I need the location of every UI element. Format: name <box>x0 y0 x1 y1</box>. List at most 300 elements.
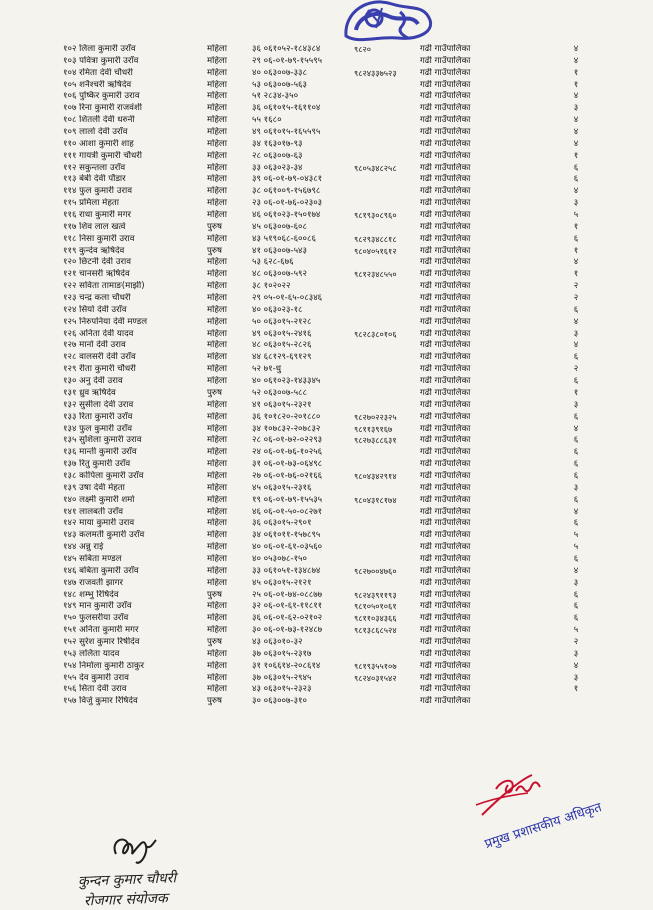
ward-cell: ४ <box>573 340 579 351</box>
beneficiary-name: १२६ अनिता देवी यादव <box>63 328 134 339</box>
municipality-cell: गढी गाउँपालिका <box>420 162 471 173</box>
beneficiary-name: १२८ वालसरी देवी उराँव <box>63 352 136 363</box>
gender-cell: महिला <box>207 494 227 505</box>
gender-cell: पुरुष <box>207 387 222 398</box>
phone-cell: ९८२४३९११९३ <box>354 589 397 600</box>
signatory-title: रोजगार संयोजक <box>83 890 169 910</box>
gender-cell: महिला <box>207 281 227 292</box>
ward-cell: ३ <box>573 482 579 493</box>
gender-cell: महिला <box>207 316 227 327</box>
id-cell: ४० ०६३०२३-१८ <box>252 304 303 315</box>
phone-cell: ९८२० <box>354 44 372 54</box>
id-cell: ३७ ०६३०१५-२३१७ <box>252 648 312 659</box>
table-row <box>0 91 653 103</box>
phone-cell: ९८२७०२२३२५ <box>354 411 397 422</box>
table-row <box>0 661 653 673</box>
municipality-cell: गढी गाउँपालिका <box>420 233 471 244</box>
id-cell: ३० ०६३००७-३१० <box>252 696 307 707</box>
beneficiary-name: १०४ रमिता देवी चौधरी <box>63 67 133 78</box>
ward-cell: ६ <box>573 435 579 446</box>
municipality-cell: गढी गाउँपालिका <box>420 696 471 707</box>
table-row <box>0 673 653 685</box>
ward-cell: ३ <box>573 198 579 209</box>
municipality-cell: गढी गाउँपालिका <box>420 589 471 600</box>
municipality-cell: गढी गाउँपालिका <box>420 245 471 256</box>
beneficiary-name: १०६ पुष्किर कुमारी उराव <box>63 91 140 102</box>
table-row <box>0 625 653 637</box>
beneficiary-name: ११९ कुन्देव ऋषिदेव <box>63 245 125 256</box>
ward-cell: १ <box>573 684 579 695</box>
municipality-cell: गढी गाउँपालिका <box>420 221 471 232</box>
beneficiary-name: १११ गायत्री कुमारी चौधरी <box>63 150 143 161</box>
beneficiary-name: १४० लक्ष्मी कुमारी शर्मा <box>63 494 135 505</box>
gender-cell: महिला <box>207 44 227 54</box>
phone-cell: ९८१३८६८५२४ <box>354 625 397 636</box>
ward-cell: ४ <box>573 423 579 434</box>
gender-cell: महिला <box>207 340 227 351</box>
beneficiary-name: १०२ लिला कुमारी उराँव <box>63 44 136 54</box>
gender-cell: महिला <box>207 542 227 553</box>
table-row <box>0 542 653 554</box>
gender-cell: महिला <box>207 174 227 185</box>
ward-cell: ६ <box>573 459 579 470</box>
id-cell: २७ ०६-०१-७६-०२१६६ <box>252 470 323 481</box>
table-row <box>0 412 653 424</box>
phone-cell: ९८०४३४२९१४ <box>354 470 397 481</box>
id-cell: ४६ ०६१०२३-१५०१७४ <box>252 210 321 221</box>
municipality-cell: गढी गाउँपालिका <box>420 281 471 292</box>
ward-cell: ६ <box>573 376 579 387</box>
beneficiary-name: ११६ राधा कुमारी मगर <box>63 210 132 221</box>
id-cell: ३४ १६३०१७-९३ <box>252 138 303 149</box>
gender-cell: महिला <box>207 423 227 434</box>
table-row <box>0 281 653 293</box>
beneficiary-name: १३१ ध्रुव ऋषिदेव <box>63 387 116 398</box>
id-cell: ४० ०६-०१-६१-०३५६० <box>252 542 323 553</box>
id-cell: ४४ ६८१२९-६९१२९ <box>252 352 312 363</box>
id-cell: ४१ ०६३००७-५४३ <box>252 245 307 256</box>
beneficiary-name: १४९ मान कुमारी उराँव <box>63 601 132 612</box>
municipality-cell: गढी गाउँपालिका <box>420 364 471 375</box>
id-cell: ३६ ०६-०१-६२-०२१०२ <box>252 613 323 624</box>
gender-cell: महिला <box>207 115 227 126</box>
phone-cell: ९८२८३८०१०६ <box>354 328 397 339</box>
beneficiary-name: १२५ निरुपनिया देवी मण्डल <box>63 316 148 327</box>
id-cell: ५३ ६२८-६७६ <box>252 257 294 268</box>
id-cell: ४८ ०६३००७-५९२ <box>252 269 307 280</box>
id-cell: २९ ०५-०१-६५-०८३४६ <box>252 293 323 304</box>
municipality-cell: गढी गाउँपालिका <box>420 387 471 398</box>
beneficiary-name: १०३ पवित्रा कुमारी उराँव <box>63 55 139 66</box>
gender-cell: महिला <box>207 459 227 470</box>
municipality-cell: गढी गाउँपालिका <box>420 257 471 268</box>
id-cell: ४३ ०६३०१५-२३२३ <box>252 684 312 695</box>
table-row <box>0 613 653 625</box>
ward-cell: ६ <box>573 494 579 505</box>
municipality-cell: गढी गाउँपालिका <box>420 530 471 541</box>
id-cell: ३९ ०६-०१-७९-०४३८१ <box>252 174 323 185</box>
table-row <box>0 269 653 281</box>
beneficiary-name: ११५ प्रमिला मेहता <box>63 198 120 209</box>
id-cell: २८ ०६-०१-७२-०२२९३ <box>252 435 323 446</box>
id-cell: ३४ ०६१०११-१५७८९५ <box>252 530 321 541</box>
ward-cell: ५ <box>573 542 579 553</box>
beneficiary-name: १२७ मानो देवी उराव <box>63 340 126 351</box>
table-row <box>0 424 653 436</box>
id-cell: ३६ १०१८२०-२०१८८० <box>252 411 321 422</box>
gender-cell: महिला <box>207 565 227 576</box>
gender-cell: पुरुष <box>207 636 222 647</box>
municipality-cell: गढी गाउँपालिका <box>420 435 471 446</box>
beneficiary-name: १५६ सिता देवी उराव <box>63 684 127 695</box>
id-cell: ४९ ०६३०१५-२४१६ <box>252 328 312 339</box>
gender-cell: महिला <box>207 601 227 612</box>
ward-cell: ४ <box>573 55 579 66</box>
beneficiary-name: १४५ सबिता मण्डल <box>63 553 122 564</box>
table-row <box>0 601 653 613</box>
handwritten-signature-left <box>110 832 160 868</box>
table-row <box>0 44 653 56</box>
ward-cell: १ <box>573 221 579 232</box>
beneficiary-name: १५० फुलसरीया उराँव <box>63 613 129 624</box>
table-row <box>0 388 653 400</box>
table-row <box>0 447 653 459</box>
table-row <box>0 127 653 139</box>
ward-cell: ६ <box>573 613 579 624</box>
ward-cell: ६ <box>573 553 579 564</box>
table-row <box>0 80 653 92</box>
table-row <box>0 435 653 447</box>
beneficiary-name: १३० अनु देवी उराव <box>63 376 123 387</box>
beneficiary-name: १५२ सुरेश कुमार रिषीदेव <box>63 636 140 647</box>
gender-cell: महिला <box>207 162 227 173</box>
table-row <box>0 340 653 352</box>
table-row <box>0 495 653 507</box>
phone-cell: ९८१९३०८९६० <box>354 210 397 221</box>
municipality-cell: गढी गाउँपालिका <box>420 684 471 695</box>
beneficiary-name: १३५ सुशिला कुमारी उराव <box>63 435 142 446</box>
id-cell: २३ ०६-०१-७६-०२३०३ <box>252 198 323 209</box>
municipality-cell: गढी गाउँपालिका <box>420 636 471 647</box>
ward-cell: १ <box>573 269 579 280</box>
gender-cell: महिला <box>207 482 227 493</box>
beneficiary-name: १४३ कलमती कुमारी उराँव <box>63 530 145 541</box>
phone-cell: ९८११३९१६७ <box>354 423 393 434</box>
designation-stamp: प्रमुख प्रशासकीय अधिकृत <box>482 800 604 853</box>
gender-cell: महिला <box>207 127 227 138</box>
ward-cell: ४ <box>573 138 579 149</box>
gender-cell: महिला <box>207 530 227 541</box>
municipality-cell: गढी गाउँपालिका <box>420 494 471 505</box>
table-row <box>0 530 653 542</box>
table-row <box>0 186 653 198</box>
beneficiary-name: १२० छिटनी देवी उराव <box>63 257 131 268</box>
beneficiary-name: १३९ उषा देवी मेहता <box>63 482 125 493</box>
id-cell: ४३ ५१९०६८-६००८६ <box>252 233 316 244</box>
ward-cell: ४ <box>573 506 579 517</box>
table-row <box>0 329 653 341</box>
gender-cell: महिला <box>207 198 227 209</box>
beneficiary-name: १०९ लालो देवी उराँव <box>63 127 128 138</box>
table-row <box>0 376 653 388</box>
table-row <box>0 507 653 519</box>
municipality-cell: गढी गाउँपालिका <box>420 625 471 636</box>
ward-cell: ६ <box>573 162 579 173</box>
municipality-cell: गढी गाउँपालिका <box>420 210 471 221</box>
gender-cell: महिला <box>207 648 227 659</box>
beneficiary-name: ११७ शिव लाल खत्वे <box>63 221 126 232</box>
municipality-cell: गढी गाउँपालिका <box>420 613 471 624</box>
phone-cell: ९८२४३३७५२३ <box>354 67 397 78</box>
gender-cell: महिला <box>207 399 227 410</box>
beneficiary-name: १३६ मान्ती कुमारी उराँव <box>63 447 137 458</box>
beneficiary-name: १५७ विर्जु कुमार रिषिदेव <box>63 696 138 707</box>
gender-cell: महिला <box>207 233 227 244</box>
table-row <box>0 103 653 115</box>
gender-cell: महिला <box>207 411 227 422</box>
ward-cell: ४ <box>573 127 579 138</box>
table-row <box>0 305 653 317</box>
municipality-cell: गढी गाउँपालिका <box>420 186 471 197</box>
ward-cell: ३ <box>573 648 579 659</box>
id-cell: ५२ ७१-धु <box>252 364 281 375</box>
beneficiary-name: १३८ कोपिला कुमारी उराँव <box>63 470 144 481</box>
gender-cell: महिला <box>207 506 227 517</box>
ward-cell: ४ <box>573 91 579 102</box>
ward-cell: ६ <box>573 174 579 185</box>
id-cell: ५० ०६३०१५-२१२८ <box>252 316 312 327</box>
gender-cell: महिला <box>207 577 227 588</box>
gender-cell: महिला <box>207 518 227 529</box>
gender-cell: महिला <box>207 67 227 78</box>
ward-cell: ४ <box>573 316 579 327</box>
id-cell: ३० ०६-०१-७३-१२४८७ <box>252 625 323 636</box>
table-row <box>0 210 653 222</box>
gender-cell: महिला <box>207 103 227 114</box>
gender-cell: महिला <box>207 186 227 197</box>
phone-cell: ९८०४०५१६१२ <box>354 245 397 256</box>
ward-cell: ६ <box>573 447 579 458</box>
id-cell: ३७ ०६३०१५-२९४५ <box>252 672 312 683</box>
ward-cell: ५ <box>573 625 579 636</box>
table-row <box>0 471 653 483</box>
table-row <box>0 68 653 80</box>
municipality-cell: गढी गाउँपालिका <box>420 115 471 126</box>
municipality-cell: गढी गाउँपालिका <box>420 79 471 90</box>
id-cell: ४५ ०६३०१५-२३१६ <box>252 482 312 493</box>
gender-cell: महिला <box>207 352 227 363</box>
id-cell: ४८ ०६३०१५-२८२६ <box>252 340 312 351</box>
gender-cell: महिला <box>207 150 227 161</box>
beneficiary-name: १०५ शनैश्चरी ऋषिदेव <box>63 79 132 90</box>
ward-cell: ६ <box>573 352 579 363</box>
id-cell: ४५ ०६३०१५-२१२१ <box>252 577 312 588</box>
ward-cell: ६ <box>573 518 579 529</box>
id-cell: ३६ ०६१०५२-१८४३८४ <box>252 44 321 54</box>
table-row <box>0 151 653 163</box>
official-seal-stamp <box>338 0 438 42</box>
ward-cell: ५ <box>573 530 579 541</box>
gender-cell: महिला <box>207 672 227 683</box>
table-row <box>0 483 653 495</box>
gender-cell: महिला <box>207 269 227 280</box>
gender-cell: महिला <box>207 613 227 624</box>
ward-cell: ३ <box>573 328 579 339</box>
id-cell: ४६ ०६-०१-५०-०८२७१ <box>252 506 323 517</box>
municipality-cell: गढी गाउँपालिका <box>420 150 471 161</box>
gender-cell: महिला <box>207 447 227 458</box>
municipality-cell: गढी गाउँपालिका <box>420 648 471 659</box>
ward-cell: ४ <box>573 257 579 268</box>
id-cell: ३८ ०६१००९-१५६७९८ <box>252 186 321 197</box>
ward-cell: ६ <box>573 411 579 422</box>
gender-cell: महिला <box>207 138 227 149</box>
beneficiary-name: १४७ राजवती झागर <box>63 577 123 588</box>
municipality-cell: गढी गाउँपालिका <box>420 138 471 149</box>
municipality-cell: गढी गाउँपालिका <box>420 399 471 410</box>
beneficiary-name: ११४ फुल कुमारी उराव <box>63 186 132 197</box>
ward-cell: ३ <box>573 577 579 588</box>
ward-cell: ४ <box>573 565 579 576</box>
beneficiary-name: १५३ ललिता यादव <box>63 648 120 659</box>
gender-cell: पुरुष <box>207 589 222 600</box>
table-row <box>0 566 653 578</box>
beneficiary-name: १४१ लालबती उराँव <box>63 506 124 517</box>
id-cell: ४३ ०६३०१०-३२ <box>252 636 303 647</box>
ward-cell: ४ <box>573 660 579 671</box>
beneficiary-name: ११० आशा कुमारी शाह <box>63 138 134 149</box>
table-row <box>0 139 653 151</box>
ward-cell: १ <box>573 387 579 398</box>
id-cell: ५२ ०६३००७-५८८ <box>252 387 307 398</box>
id-cell: ३१ ०६-०१-७३-०६४९८ <box>252 459 323 470</box>
table-row <box>0 293 653 305</box>
ward-cell: २ <box>573 281 579 292</box>
id-cell: १९ ०६-०१-७९-१५५३५ <box>252 494 323 505</box>
id-cell: ४० ०६३००७-३३८ <box>252 67 307 78</box>
beneficiary-name: १२१ चानसरी ऋषिदेव <box>63 269 130 280</box>
id-cell: ४० ०६१०२३-१४३३४५ <box>252 376 321 387</box>
phone-cell: ९८१०५०१०६१ <box>354 601 397 612</box>
table-row <box>0 56 653 68</box>
beneficiary-name: १३३ रिता कुमारी उराँव <box>63 411 133 422</box>
gender-cell: महिला <box>207 553 227 564</box>
beneficiary-name: ११८ निसा कुमारी उराव <box>63 233 135 244</box>
beneficiary-table <box>0 44 653 708</box>
ward-cell: १ <box>573 245 579 256</box>
beneficiary-name: १४८ शम्भु रिषिदेव <box>63 589 119 600</box>
beneficiary-name: ११२ सकुन्तला उराँव <box>63 162 126 173</box>
gender-cell: महिला <box>207 304 227 315</box>
beneficiary-name: १२४ सियो देवी उराँव <box>63 304 127 315</box>
gender-cell: महिला <box>207 364 227 375</box>
beneficiary-name: १४६ बबिता कुमारी उराँव <box>63 565 139 576</box>
municipality-cell: गढी गाउँपालिका <box>420 411 471 422</box>
table-row <box>0 459 653 471</box>
gender-cell: पुरुष <box>207 696 222 707</box>
phone-cell: ९८१२३४८५५० <box>354 269 397 280</box>
beneficiary-name: १३४ फुल कुमारी उराँव <box>63 423 132 434</box>
municipality-cell: गढी गाउँपालिका <box>420 601 471 612</box>
table-row <box>0 257 653 269</box>
id-cell: ३३ ०६३०२३-३४ <box>252 162 303 173</box>
table-row <box>0 115 653 127</box>
phone-cell: ९८२७३८८६३१ <box>354 435 397 446</box>
municipality-cell: गढी गाउँपालिका <box>420 103 471 114</box>
table-row <box>0 518 653 530</box>
municipality-cell: गढी गाउँपालिका <box>420 518 471 529</box>
ward-cell: ४ <box>573 186 579 197</box>
id-cell: ५५ १६८० <box>252 115 282 126</box>
id-cell: ४० ०५३०७८-१५० <box>252 553 307 564</box>
municipality-cell: गढी गाउँपालिका <box>420 174 471 185</box>
id-cell: ५१ २८३४-३५० <box>252 91 299 102</box>
id-cell: २९ ०६-०१-७९-१५५९५ <box>252 55 323 66</box>
id-cell: ४५ ०६३००७-६०८ <box>252 221 307 232</box>
id-cell: ३२ ०६-०१-६१-११८११ <box>252 601 323 612</box>
municipality-cell: गढी गाउँपालिका <box>420 660 471 671</box>
beneficiary-name: १५४ निर्माला कुमारी ठाकुर <box>63 660 145 671</box>
ward-cell: ४ <box>573 115 579 126</box>
phone-cell: ९८२९३४८८१८ <box>354 233 397 244</box>
municipality-cell: गढी गाउँपालिका <box>420 340 471 351</box>
municipality-cell: गढी गाउँपालिका <box>420 269 471 280</box>
table-row <box>0 649 653 661</box>
municipality-cell: गढी गाउँपालिका <box>420 542 471 553</box>
id-cell: २५ ०६-०१-७४-०८८७७ <box>252 589 323 600</box>
id-cell: ३१ १०६६१४-२०८६१४ <box>252 660 321 671</box>
phone-cell: ९८०४३१८१७४ <box>354 494 397 505</box>
beneficiary-name: १३२ सुसीला देवी उराव <box>63 399 134 410</box>
ward-cell: २ <box>573 293 579 304</box>
table-row <box>0 222 653 234</box>
id-cell: ३८ १०२०२२ <box>252 281 291 292</box>
beneficiary-name: १२३ चन्द्र कला चौधरी <box>63 293 131 304</box>
ward-cell: ४ <box>573 44 579 54</box>
ward-cell: ५ <box>573 210 579 221</box>
beneficiary-name: १५१ अनिता कुमारी मगर <box>63 625 139 636</box>
ward-cell: २ <box>573 636 579 647</box>
gender-cell: महिला <box>207 79 227 90</box>
table-row <box>0 637 653 649</box>
table-row <box>0 590 653 602</box>
id-cell: २४ ०६-०१-७६-१०२५६ <box>252 447 323 458</box>
ward-cell: ६ <box>573 589 579 600</box>
ward-cell: १ <box>573 79 579 90</box>
ward-cell: ६ <box>573 470 579 481</box>
gender-cell: महिला <box>207 376 227 387</box>
id-cell: २८ ०६३००७-६३ <box>252 150 303 161</box>
id-cell: ३६ ०६१०१५-१६११०४ <box>252 103 321 114</box>
table-row <box>0 317 653 329</box>
table-row <box>0 684 653 696</box>
id-cell: ३३ ०६१०५१-१३४८७४ <box>252 565 321 576</box>
gender-cell: महिला <box>207 435 227 446</box>
municipality-cell: गढी गाउँपालिका <box>420 565 471 576</box>
id-cell: ३४ १०७८३२-२०७८३२ <box>252 423 321 434</box>
table-row <box>0 163 653 175</box>
id-cell: ४१ ०६३०१५-२३२१ <box>252 399 312 410</box>
ward-cell: १ <box>573 150 579 161</box>
municipality-cell: गढी गाउँपालिका <box>420 304 471 315</box>
beneficiary-name: १४४ अन्नु राई <box>63 542 104 553</box>
beneficiary-name: १४२ माया कुमारी उराव <box>63 518 135 529</box>
beneficiary-name: ११३ बेबी देवी पौंडार <box>63 174 126 185</box>
municipality-cell: गढी गाउँपालिका <box>420 470 471 481</box>
municipality-cell: गढी गाउँपालिका <box>420 316 471 327</box>
ward-cell: २ <box>573 364 579 375</box>
beneficiary-name: १२९ रीता कुमारी चौधरी <box>63 364 136 375</box>
